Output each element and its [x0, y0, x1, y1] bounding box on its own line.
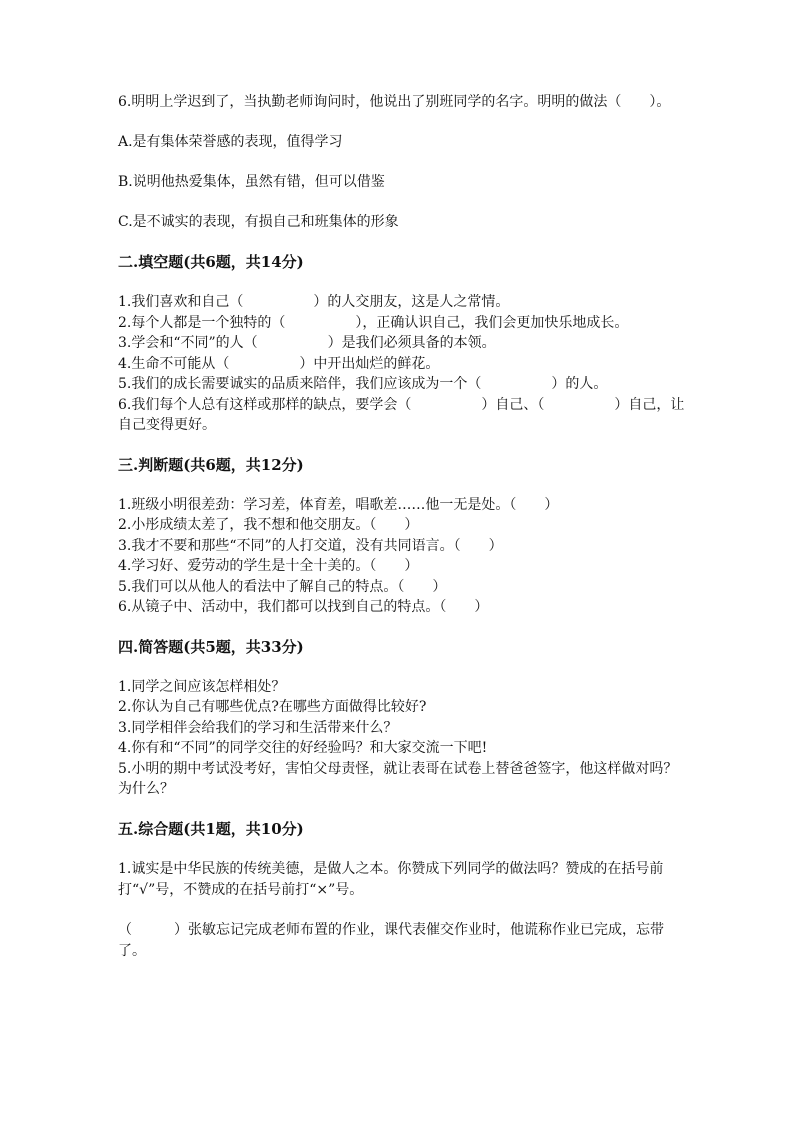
list-item: 3.我才不要和那些“不同”的人打交道，没有共同语言。（ ）	[118, 537, 503, 554]
list-item: 4.学习好、爱劳动的学生是十全十美的。（ ）	[118, 558, 419, 574]
list-item: 3.同学相伴会给我们的学习和生活带来什么？	[118, 719, 398, 736]
list-item: 5.我们的成长需要诚实的品质来陪伴，我们应该成为一个（ ）的人。	[118, 376, 608, 392]
list-item: 4.生命不可能从（ ）中开出灿烂的鲜花。	[118, 355, 440, 372]
exam-page	[118, 92, 688, 962]
list-item: 3.学会和“不同”的人（ ）是我们必须具备的本领。	[118, 335, 496, 351]
section-heading-fill-blank: 二.填空题(共6题，共14分)	[118, 253, 304, 271]
true-false-list	[118, 495, 688, 618]
list-item: 1.班级小明很差劲：学习差，体育差，唱歌差……他一无是处。（ ）	[118, 496, 559, 513]
section-heading-comprehensive: 五.综合题(共1题，共10分)	[118, 819, 304, 838]
list-item: 1.我们喜欢和自己（ ）的人交朋友，这是人之常情。	[118, 294, 510, 310]
comprehensive-intro: 1.诚实是中华民族的传统美德，是做人之本。你赞成下列同学的做法吗？赞成的在括号前打“√”号，不赞成的在括号前打“×”号。	[118, 860, 664, 898]
option-c: C.是不诚实的表现，有损自己和班集体的形象	[118, 214, 399, 230]
list-item: 4.你有和“不同”的同学交往的好经验吗？和大家交流一下吧!	[118, 740, 488, 756]
option-b: B.说明他热爱集体，虽然有错，但可以借鉴	[118, 174, 385, 190]
short-answer-list	[118, 677, 688, 800]
section-heading-true-false: 三.判断题(共6题，共12分)	[118, 455, 304, 474]
comprehensive-case: （ ）张敏忘记完成老师布置的作业，课代表催交作业时，他谎称作业已完成，忘带了。	[118, 921, 664, 959]
list-item: 5.小明的期中考试没考好，害怕父母责怪，就让表哥在试卷上替爸爸签字，他这样做对吗？为什么？	[118, 760, 678, 797]
list-item: 1.同学之间应该怎样相处？	[118, 678, 286, 695]
list-item: 5.我们可以从他人的看法中了解自己的特点。（ ）	[118, 578, 447, 595]
option-a: A.是有集体荣誉感的表现，值得学习	[118, 134, 343, 150]
fill-blank-list	[118, 292, 688, 436]
list-item: 2.小彤成绩太差了，我不想和他交朋友。（ ）	[118, 517, 419, 533]
section-heading-short-answer: 四.简答题(共5题，共33分)	[118, 637, 304, 656]
list-item: 2.每个人都是一个独特的（ ），正确认识自己，我们会更加快乐地成长。	[118, 314, 629, 331]
list-item: 6.我们每个人总有这样或那样的缺点，要学会（ ）自己、（ ）自己，让自己变得更好。	[118, 396, 685, 433]
list-item: 2.你认为自己有哪些优点?在哪些方面做得比较好?	[118, 699, 427, 715]
list-item: 6.从镜子中、活动中，我们都可以找到自己的特点。（ ）	[118, 599, 489, 615]
question-6: 6.明明上学迟到了，当执勤老师询问时，他说出了别班同学的名字。明明的做法（ ）。	[118, 94, 671, 110]
